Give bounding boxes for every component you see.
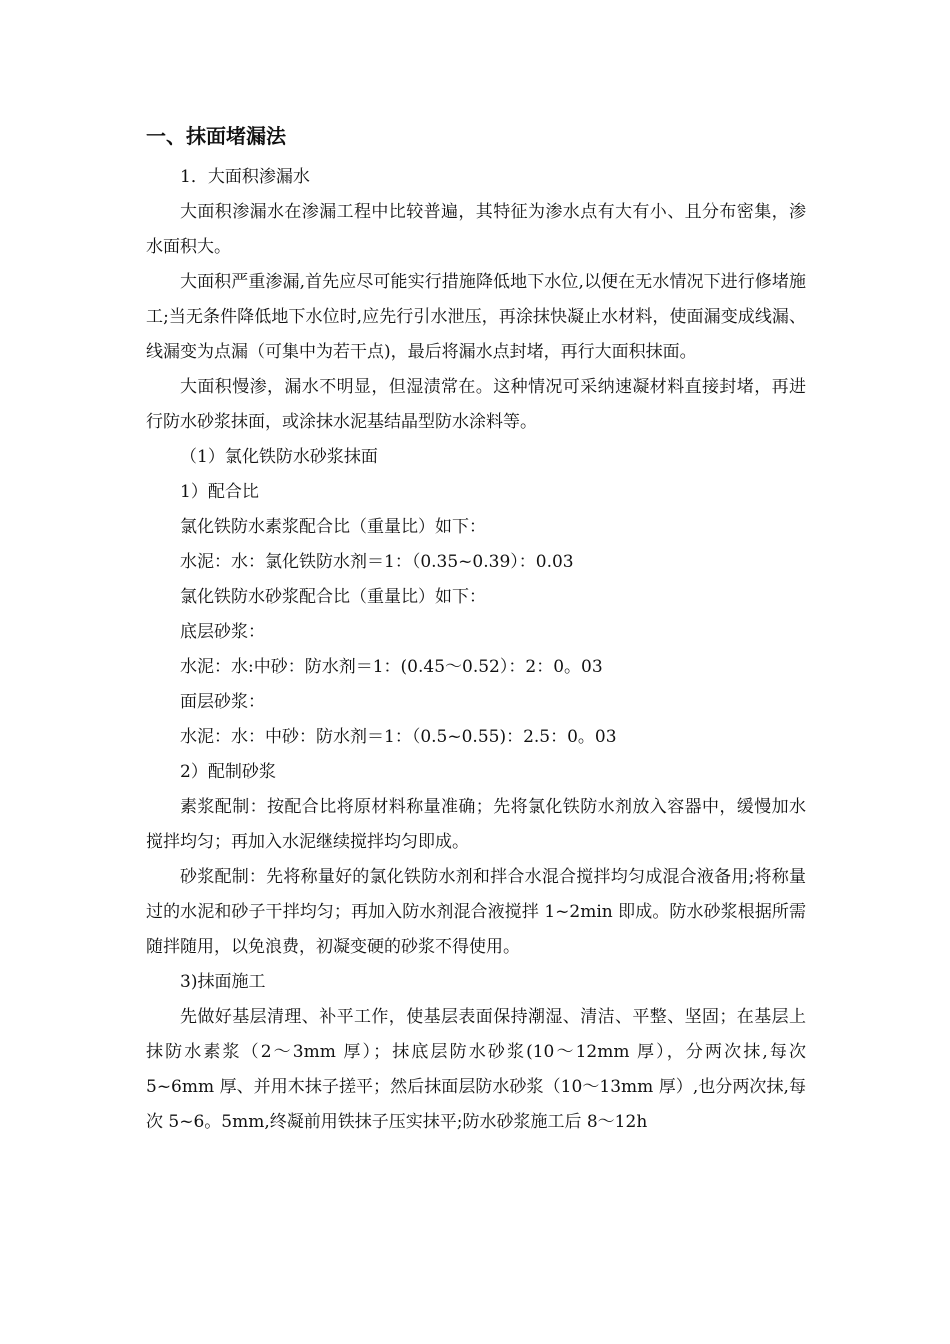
paragraph: 大面积渗漏水在渗漏工程中比较普遍，其特征为渗水点有大有小、且分布密集，渗水面积大。 <box>146 202 806 257</box>
ratio-formula: 水泥：水：氯化铁防水剂＝1：（0.35~0.39）：0.03 <box>180 552 574 572</box>
ratio-label: 底层砂浆： <box>180 622 265 642</box>
ratio-label: 氯化铁防水砂浆配合比（重量比）如下： <box>180 587 486 607</box>
ratio-formula: 水泥：水:中砂：防水剂＝1：(0.45～0.52）：2：0。03 <box>180 657 603 677</box>
subsection-title: （1）氯化铁防水砂浆抹面 <box>180 447 378 467</box>
paragraph: 砂浆配制：先将称量好的氯化铁防水剂和拌合水混合搅拌均匀成混合液备用;将称量过的水泥和砂子干拌均匀；再加入防水剂混合液搅拌 1~2min 即成。防水砂浆根据所需随拌随用，以免浪费，初凝变硬的砂浆不得使用。 <box>146 867 806 957</box>
item-title: 2）配制砂浆 <box>180 762 276 782</box>
paragraph: 先做好基层清理、补平工作，使基层表面保持潮湿、清洁、平整、坚固；在基层上抹防水素浆（2～3mm 厚）；抹底层防水砂浆(10～12mm 厚），分两次抹,每次 5~6mm 厚、并用木抹子搓平；然后抹面层防水砂浆（10～13mm 厚）,也分两次抹,每次 5~6。5mm,终凝前用铁抹子压实抹平;防水砂浆施工后 8～12h <box>146 1007 806 1132</box>
section-heading: 一、抹面堵漏法 <box>146 124 286 148</box>
item-title: 3)抹面施工 <box>180 972 266 992</box>
document-body <box>146 118 806 1140</box>
item-title: 1）配合比 <box>180 482 259 502</box>
paragraph: 素浆配制：按配合比将原材料称量准确；先将氯化铁防水剂放入容器中，缓慢加水搅拌均匀；再加入水泥继续搅拌均匀即成。 <box>146 797 806 852</box>
paragraph: 大面积慢渗，漏水不明显，但湿渍常在。这种情况可采纳速凝材料直接封堵，再进行防水砂浆抹面，或涂抹水泥基结晶型防水涂料等。 <box>146 377 806 432</box>
ratio-label: 氯化铁防水素浆配合比（重量比）如下： <box>180 517 486 537</box>
ratio-label: 面层砂浆： <box>180 692 265 712</box>
subsection-title: 1．大面积渗漏水 <box>180 167 310 187</box>
paragraph: 大面积严重渗漏,首先应尽可能实行措施降低地下水位,以便在无水情况下进行修堵施工;当无条件降低地下水位时,应先行引水泄压，再涂抹快凝止水材料，使面漏变成线漏、线漏变为点漏（可集中为若干点)，最后将漏水点封堵，再行大面积抹面。 <box>146 272 806 362</box>
ratio-formula: 水泥：水：中砂：防水剂＝1：（0.5~0.55)：2.5：0。03 <box>180 727 617 747</box>
